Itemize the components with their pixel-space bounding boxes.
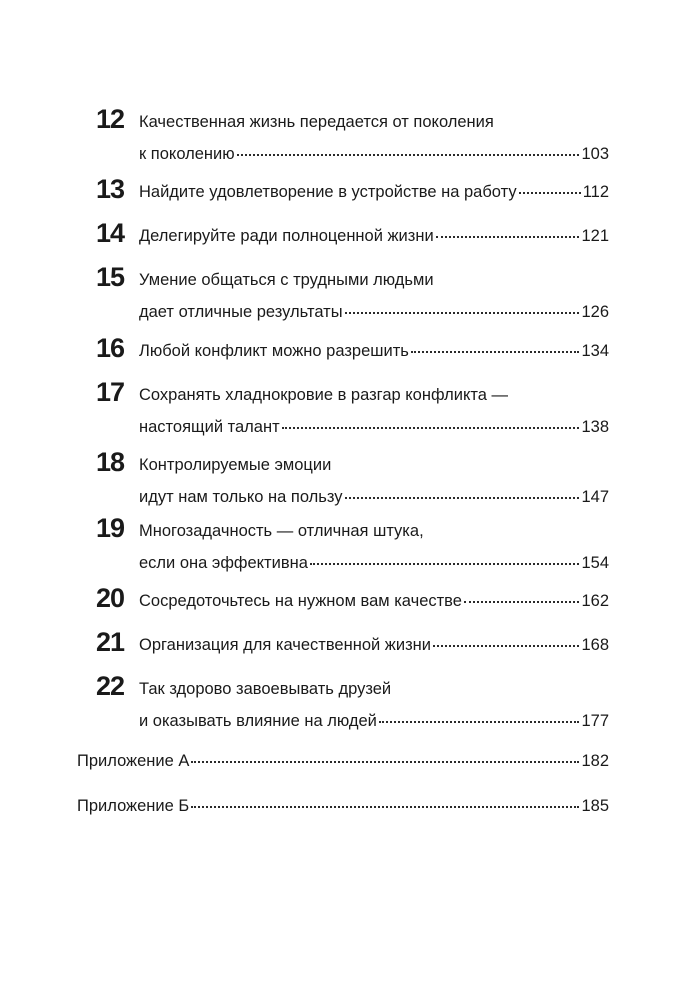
dot-leader (411, 351, 580, 353)
chapter-number: 16 (96, 333, 125, 363)
page-number: 182 (581, 752, 609, 770)
chapter-number: 20 (96, 583, 125, 613)
page-number: 126 (581, 303, 609, 321)
chapter-number: 19 (96, 513, 125, 543)
dot-leader (237, 154, 580, 156)
dot-leader (464, 601, 580, 603)
dot-leader (433, 645, 580, 647)
dot-leader (436, 236, 580, 238)
appendix-title: Приложение А (77, 752, 190, 770)
chapter-title-line: идут нам только на пользу (139, 488, 343, 506)
page-number: 185 (581, 797, 609, 815)
chapter-title-line: Контролируемые эмоции (139, 456, 332, 474)
chapter-title-line: дает отличные результаты (139, 303, 343, 321)
chapter-title-line: Делегируйте ради полноценной жизни (139, 227, 434, 245)
page-number: 154 (581, 554, 609, 572)
chapter-title-line: если она эффективна (139, 554, 308, 572)
chapter-title-line: Организация для качественной жизни (139, 636, 431, 654)
dot-leader (519, 192, 581, 194)
chapter-title-line: Любой конфликт можно разрешить (139, 342, 409, 360)
appendix-title: Приложение Б (77, 797, 190, 815)
chapter-number: 22 (96, 671, 125, 701)
dot-leader (310, 563, 580, 565)
chapter-number: 14 (96, 218, 125, 248)
chapter-number: 18 (96, 447, 125, 477)
page-number: 168 (581, 636, 609, 654)
page-number: 134 (581, 342, 609, 360)
dot-leader (379, 721, 580, 723)
chapter-title-line: к поколению (139, 145, 235, 163)
dot-leader (345, 312, 580, 314)
chapter-title-line: Сохранять хладнокровие в разгар конфликта — (139, 386, 509, 404)
chapter-title-line: Многозадачность — отличная штука, (139, 522, 424, 540)
chapter-title-line: настоящий талант (139, 418, 280, 436)
chapter-title-line: Сосредоточьтесь на нужном вам качестве (139, 592, 462, 610)
chapter-title-line: и оказывать влияние на людей (139, 712, 377, 730)
page-number: 103 (581, 145, 609, 163)
chapter-title-line: Найдите удовлетворение в устройстве на работу (139, 183, 517, 201)
chapter-title-line: Качественная жизнь передается от поколения (139, 113, 494, 131)
dot-leader (282, 427, 580, 429)
page-number: 177 (581, 712, 609, 730)
dot-leader (345, 497, 580, 499)
chapter-title-line: Умение общаться с трудными людьми (139, 271, 434, 289)
chapter-number: 13 (96, 174, 125, 204)
page-number: 147 (581, 488, 609, 506)
chapter-title-line: Так здорово завоевывать друзей (139, 680, 392, 698)
chapter-number: 12 (96, 104, 125, 134)
dot-leader (191, 806, 579, 808)
page-number: 162 (581, 592, 609, 610)
page-number: 112 (582, 183, 609, 201)
dot-leader (191, 761, 579, 763)
page-number: 138 (581, 418, 609, 436)
chapter-number: 17 (96, 377, 125, 407)
page-number: 121 (581, 227, 609, 245)
chapter-number: 21 (96, 627, 125, 657)
chapter-number: 15 (96, 262, 125, 292)
